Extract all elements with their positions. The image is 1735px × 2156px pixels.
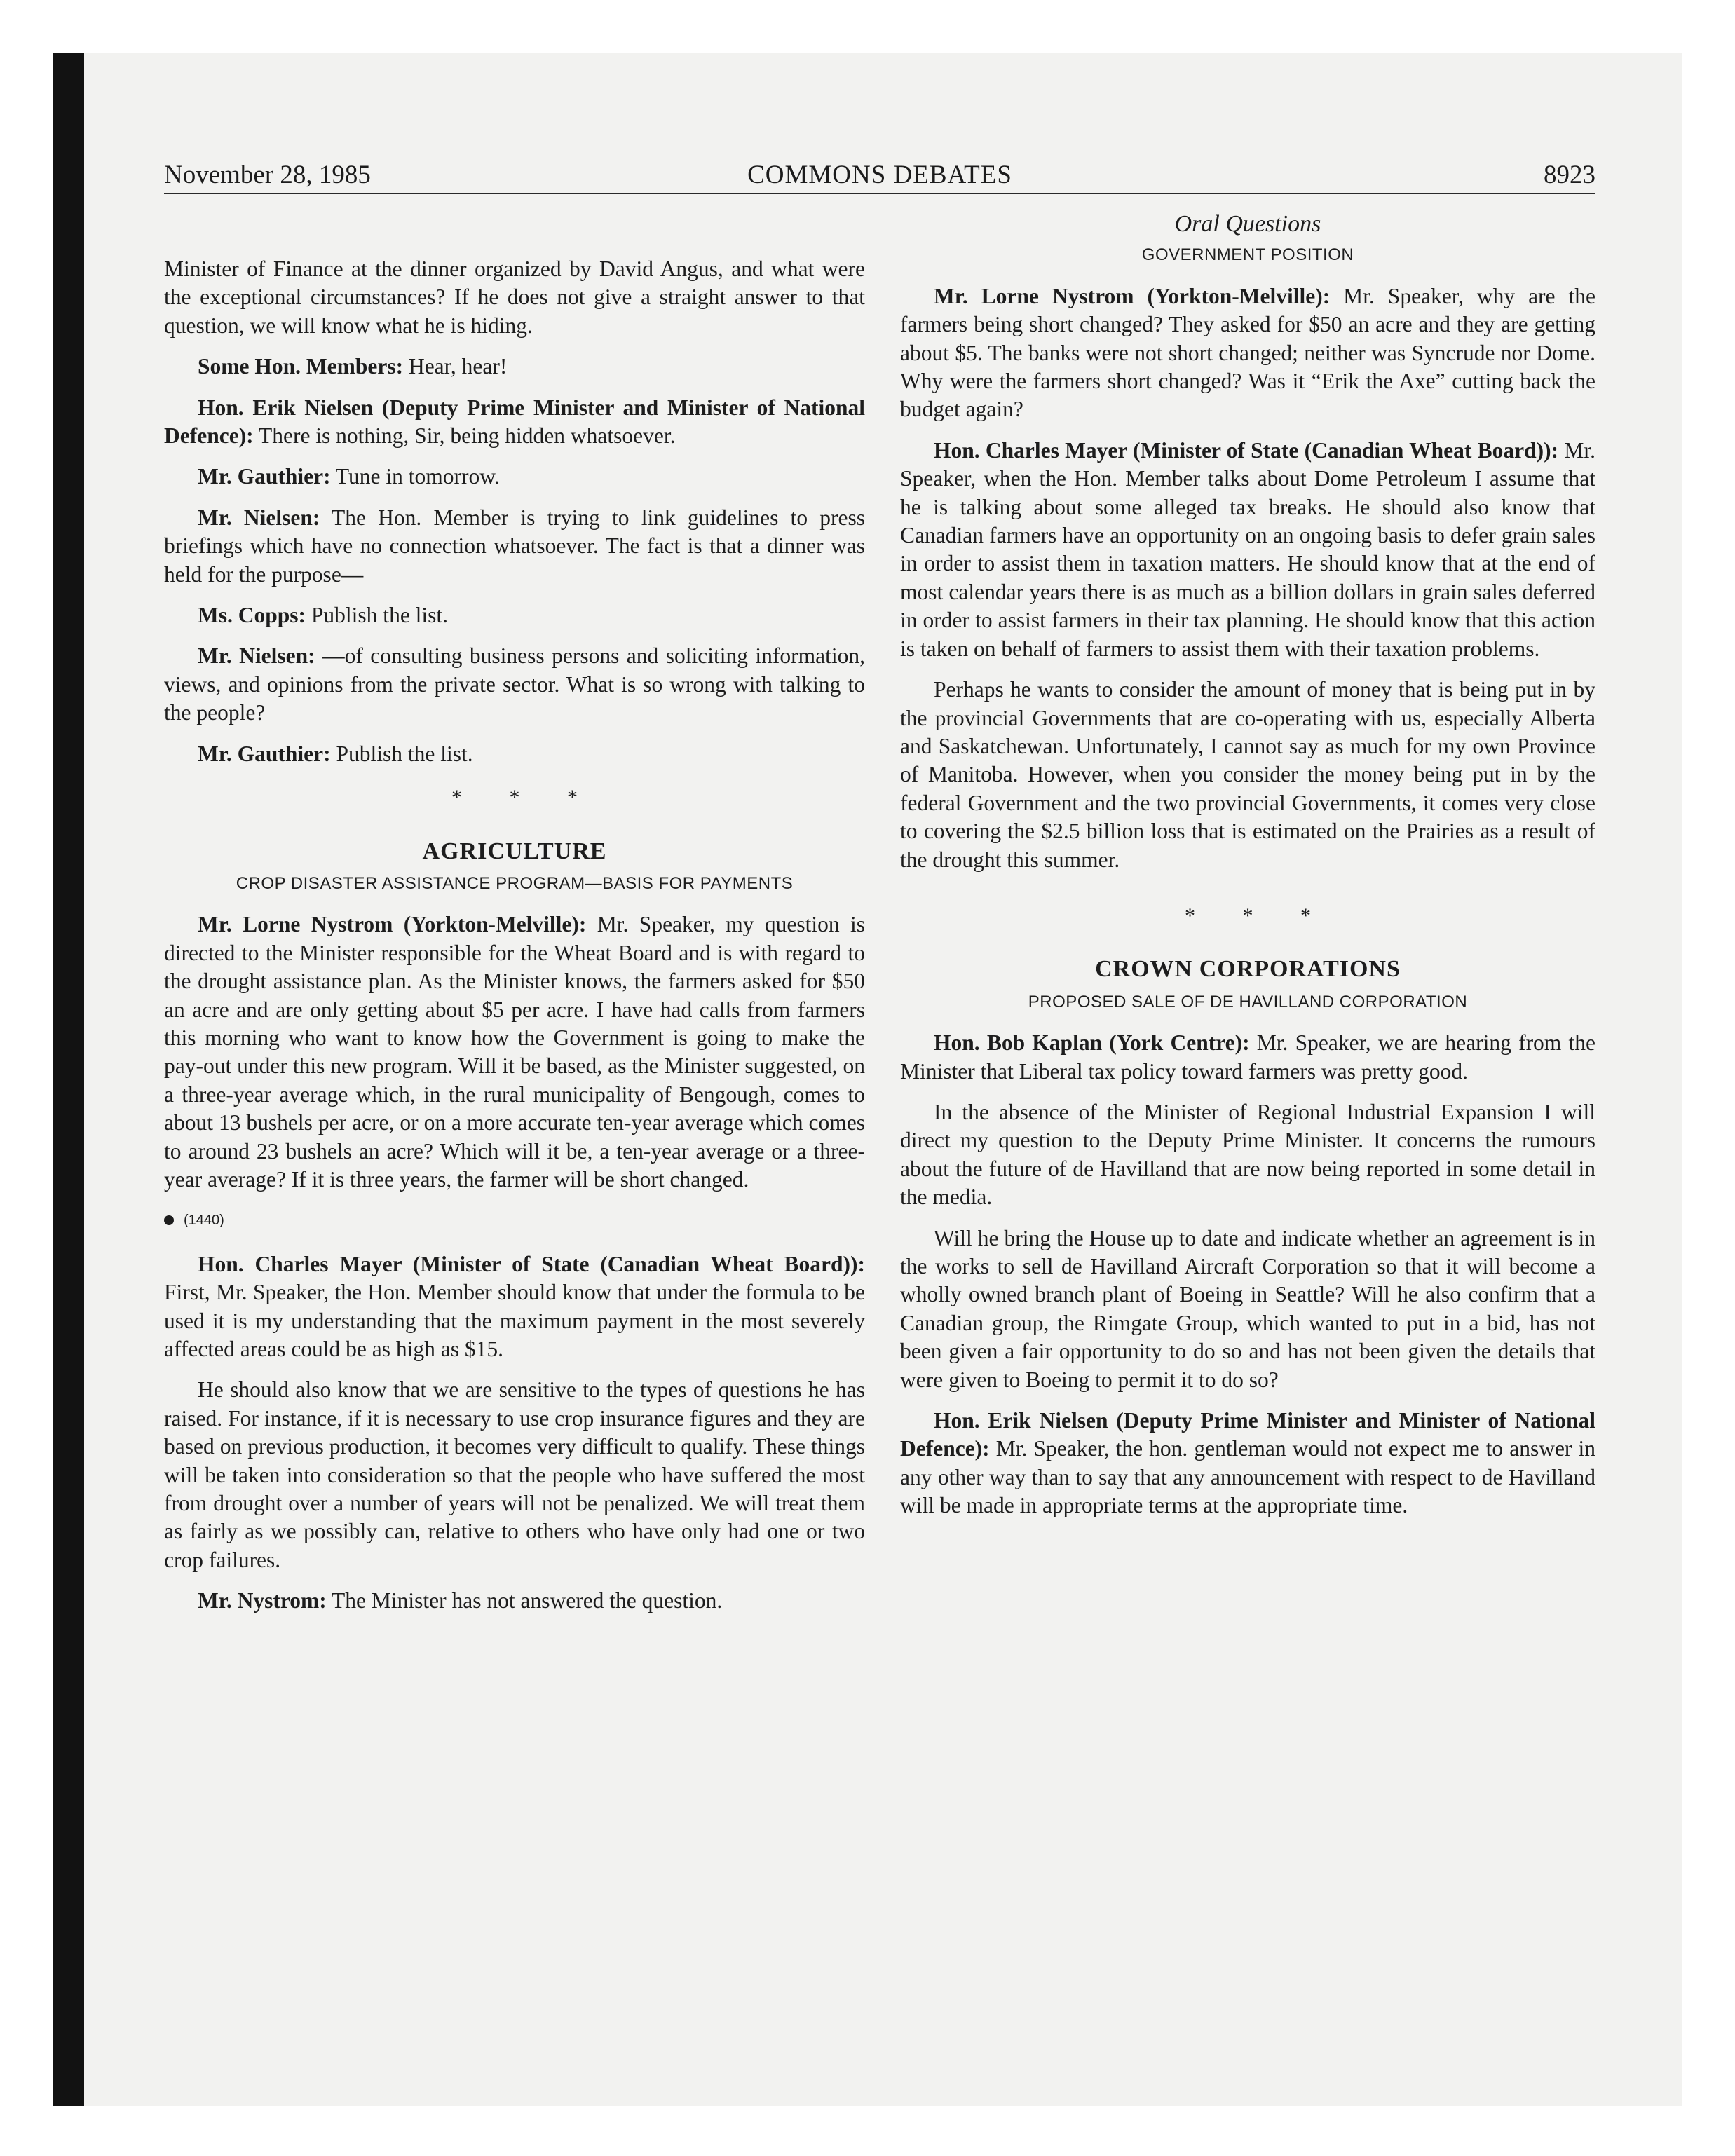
paragraph xyxy=(164,1250,865,1364)
header-rule xyxy=(164,193,1595,194)
speaker-name: Mr. Gauthier: xyxy=(198,464,331,489)
paragraph-text: Perhaps he wants to consider the amount of money that is being put in by the provincial Governments that are co-operating with us, especially Alberta and Saskatchewan. Unfortunately, I cannot say as much for my own Province of Manitoba. However, when you consider the money being put in by the federal Government and the two provincial Governments, it comes very close to covering the $2.5 billion loss that is estimated on the Prairies as a result of the drought this summer. xyxy=(900,677,1595,872)
paragraph xyxy=(164,394,865,451)
paragraph xyxy=(164,353,865,381)
left-column xyxy=(164,210,865,1628)
speech-text: There is nothing, Sir, being hidden whatsoever. xyxy=(253,423,676,449)
speech-text: Mr. Speaker, we are hearing from the Minister that Liberal tax policy toward farmers was pretty good. xyxy=(900,1030,1595,1084)
left-column-top-space xyxy=(164,210,865,255)
speech-text: Hear, hear! xyxy=(403,354,508,379)
speaker-name: Mr. Nystrom: xyxy=(198,1588,327,1613)
speech-text: Publish the list. xyxy=(306,603,449,628)
paragraph xyxy=(164,601,865,629)
speaker-name: Hon. Erik Nielsen (Deputy Prime Minister and Minister of National Defence): xyxy=(164,395,865,449)
subsection-title: CROP DISASTER ASSISTANCE PROGRAM—BASIS FOR PAYMENTS xyxy=(236,873,794,893)
right-column xyxy=(900,210,1595,1533)
paragraph xyxy=(164,504,865,589)
paragraph xyxy=(164,1376,865,1574)
subsection-title: PROPOSED SALE OF DE HAVILLAND CORPORATION xyxy=(1028,992,1468,1011)
speech-text: Mr. Speaker, why are the farmers being short changed? They asked for $50 an acre and they are getting about $5. The banks were not short changed; neither was Syncrude nor Dome. Why were the farmers short changed? Was it “Erik the Axe” cutting back the budget again? xyxy=(900,283,1595,422)
paragraph xyxy=(164,740,865,768)
paragraph xyxy=(900,1098,1595,1212)
speech-text: Publish the list. xyxy=(330,741,473,766)
speaker-name: Mr. Gauthier: xyxy=(198,741,331,766)
scan-edge xyxy=(53,53,84,2106)
speaker-name: Mr. Lorne Nystrom (Yorkton-Melville): xyxy=(198,912,587,937)
speech-text: Tune in tomorrow. xyxy=(330,464,500,489)
section-title: AGRICULTURE xyxy=(422,838,607,864)
paragraph xyxy=(900,1407,1595,1520)
header-date: November 28, 1985 xyxy=(164,161,371,189)
section-separator: * * * xyxy=(451,786,599,810)
speaker-name: Some Hon. Members: xyxy=(198,354,404,379)
header-page-number: 8923 xyxy=(1544,161,1595,189)
paragraph xyxy=(164,255,865,340)
speaker-name: Hon. Charles Mayer (Minister of State (Canadian Wheat Board)): xyxy=(934,437,1559,463)
speech-text: The Minister has not answered the question. xyxy=(326,1588,723,1613)
bullet-icon xyxy=(164,1215,174,1225)
running-head xyxy=(164,160,1595,195)
oral-questions-title: Oral Questions xyxy=(1174,211,1321,237)
speech-text: First, Mr. Speaker, the Hon. Member should know that under the formula to be used it is my understanding that the maximum payment in the most severely affected areas could be as high as $15. xyxy=(164,1280,865,1361)
speech-text: Mr. Speaker, the hon. gentleman would not expect me to answer in any other way than to say that any announcement with respect to de Havilland will be made in appropriate terms at the appropriate time. xyxy=(900,1436,1595,1518)
speech-text: Mr. Speaker, when the Hon. Member talks about Dome Petroleum I assume that he is talking about some alleged tax breaks. He should also know that Canadian farmers have an opportunity on an ongoing basis to defer grain sales in order to assist them in taxation matters. He should know that at the end of most calendar years there is as much as a billion dollars in grain sales deferred in order to assist farmers in their tax planning. He should know that this action is taken on behalf of farmers to assist them with their taxation problems. xyxy=(900,437,1595,661)
paragraph-text: In the absence of the Minister of Regional Industrial Expansion I will direct my question to the Deputy Prime Minister. It concerns the rumours about the future of de Havilland that are now being reported in some detail in the media. xyxy=(900,1099,1595,1210)
speech-text: —of consulting business persons and soliciting information, views, and opinions from the private sector. What is so wrong with talking to the people? xyxy=(164,643,865,725)
speaker-name: Mr. Nielsen: xyxy=(198,643,315,669)
time-marker-text: (1440) xyxy=(184,1213,224,1229)
speaker-name: Ms. Copps: xyxy=(198,603,306,628)
paragraph xyxy=(164,463,865,491)
paragraph xyxy=(164,642,865,727)
subsection-title: GOVERNMENT POSITION xyxy=(1141,245,1354,265)
paragraph xyxy=(164,910,865,1194)
paragraph-text: He should also know that we are sensitive to the types of questions he has raised. For instance, if it is necessary to use crop insurance figures and they are based on previous production, it becomes very difficult to qualify. These things will be taken into consideration so that the people who have suffered the most from drought over a number of years will not be penalized. We will treat them as fairly as we possibly can, relative to others who have only had one or two crop failures. xyxy=(164,1377,865,1572)
paragraph xyxy=(900,1224,1595,1394)
section-separator: * * * xyxy=(1185,903,1332,927)
time-marker xyxy=(164,1206,865,1234)
speech-text: The Hon. Member is trying to link guidelines to press briefings which have no connection whatsoever. The fact is that a dinner was held for the purpose— xyxy=(164,505,865,587)
paragraph xyxy=(900,282,1595,424)
speaker-name: Mr. Nielsen: xyxy=(198,505,320,530)
paragraph xyxy=(900,676,1595,874)
speaker-name: Hon. Bob Kaplan (York Centre): xyxy=(934,1030,1250,1056)
section-title: CROWN CORPORATIONS xyxy=(1095,956,1401,983)
speaker-name: Hon. Charles Mayer (Minister of State (Canadian Wheat Board)): xyxy=(198,1251,865,1276)
paragraph-text: Minister of Finance at the dinner organized by David Angus, and what were the exceptional circumstances? If he does not give a straight answer to that question, we will know what he is hiding. xyxy=(164,257,865,338)
speaker-name: Hon. Erik Nielsen (Deputy Prime Minister and Minister of National Defence): xyxy=(900,1408,1595,1461)
paragraph xyxy=(900,1029,1595,1086)
paragraph xyxy=(164,1587,865,1615)
speaker-name: Mr. Lorne Nystrom (Yorkton-Melville): xyxy=(934,283,1331,308)
paragraph xyxy=(900,437,1595,663)
paragraph-text: Will he bring the House up to date and indicate whether an agreement is in the works to sell de Havilland Aircraft Corporation so that it will become a wholly owned branch plant of Boeing in Seattle? Will he also confirm that a Canadian group, the Rimgate Group, which wanted to put in a bid, has not been given a fair opportunity to do so and has not been given the details that were given to Boeing to permit it to do so? xyxy=(900,1225,1595,1392)
speech-text: Mr. Speaker, my question is directed to the Minister responsible for the Wheat Board and is with regard to the drought assistance plan. As the Minister knows, the farmers asked for $50 an acre and are only getting about $5 per acre. I have had calls from farmers this morning who want to know how the Government is going to make the pay-out under this new program. Will it be based, as the Minister suggested, on a three-year average which, in the rural municipality of Bengough, comes to about 13 bushels per acre, or on a more accurate ten-year average which comes to around 23 bushels an acre? Which will it be, a ten-year average or a three-year average? If it is three years, the farmer will be short changed. xyxy=(164,912,865,1192)
header-title: COMMONS DEBATES xyxy=(747,161,1012,189)
